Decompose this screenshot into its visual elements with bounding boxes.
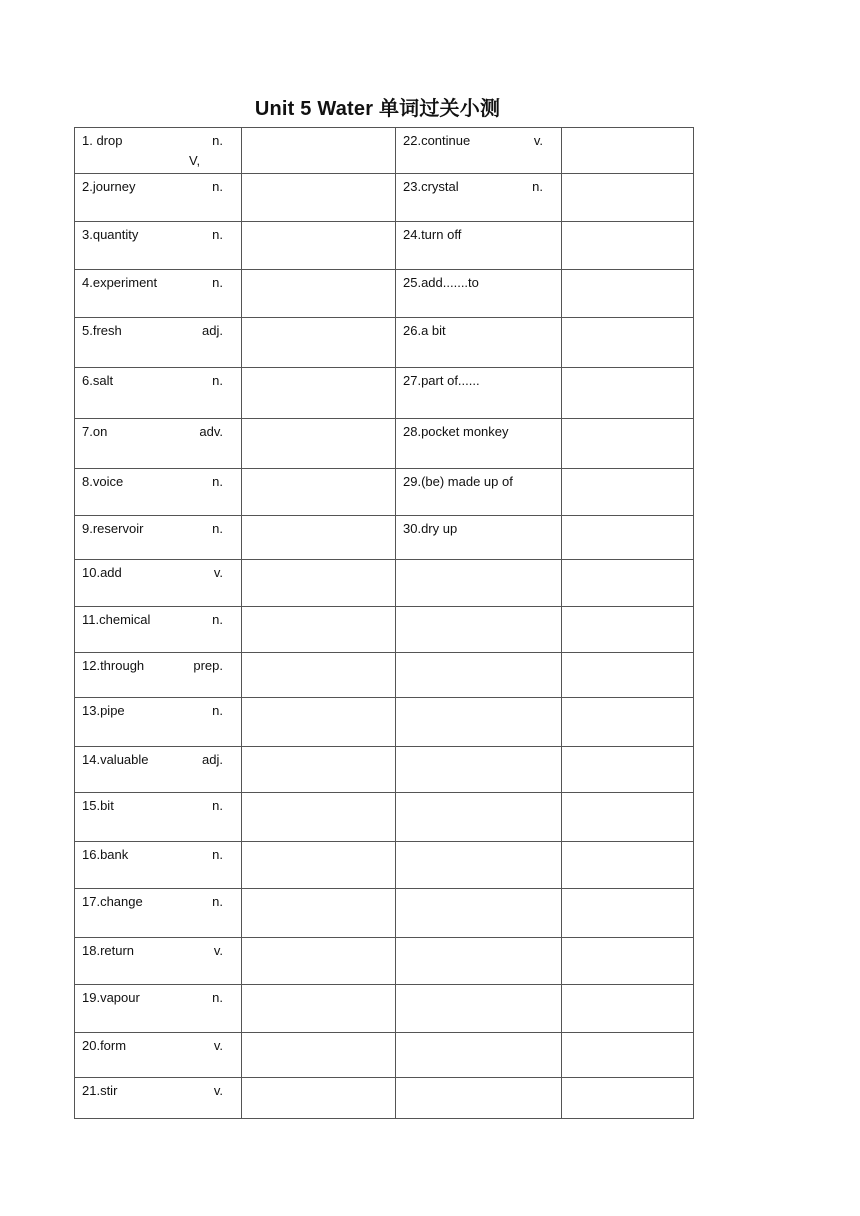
table-row [75,174,694,222]
answer-blank[interactable] [242,747,396,793]
answer-blank[interactable] [242,270,396,318]
answer-blank[interactable] [242,842,396,889]
part-of-speech: prep. [193,658,223,673]
part-of-speech [543,321,553,341]
word-cell [75,419,242,469]
table-row [75,607,694,653]
answer-blank[interactable] [562,469,694,516]
part-of-speech: v. [213,565,223,580]
word-cell [396,985,562,1033]
word-text: 29.(be) made up of [403,474,513,489]
word-text: 24.turn off [403,227,462,242]
word-text: 22.continue [403,133,471,148]
answer-blank[interactable] [562,698,694,747]
part-of-speech: n. [212,133,223,148]
word-cell [75,938,242,985]
part-of-speech: n. [212,179,223,194]
word-text: 20.form [82,1038,127,1053]
table-row [75,1033,694,1078]
part-of-speech: adj. [202,752,223,767]
part-of-speech [543,273,553,293]
word-cell [75,842,242,889]
part-of-speech: n. [212,227,223,242]
table-row [75,938,694,985]
word-text: 13.pipe [82,703,125,718]
word-cell [75,747,242,793]
answer-blank[interactable] [242,516,396,560]
answer-blank[interactable] [562,419,694,469]
answer-blank[interactable] [562,1078,694,1119]
answer-blank[interactable] [562,938,694,985]
word-text: 12.through [82,658,145,673]
table-row [75,560,694,607]
word-text: 6.salt [82,373,114,388]
answer-blank[interactable] [562,889,694,938]
word-text: 7.on [82,424,108,439]
part-of-speech [543,472,553,492]
part-of-speech: v. [213,943,223,958]
table-row [75,842,694,889]
part-of-speech: n. [212,474,223,489]
part-of-speech: n. [212,521,223,536]
word-cell [396,698,562,747]
part-of-speech: n. [212,990,223,1005]
vocabulary-table [74,127,694,1119]
answer-blank[interactable] [562,222,694,270]
word-text: 26.a bit [403,323,446,338]
word-cell [75,985,242,1033]
word-cell [75,607,242,653]
table-row [75,318,694,368]
answer-blank[interactable] [242,1078,396,1119]
part-of-speech: v. [533,133,543,148]
answer-blank[interactable] [242,419,396,469]
word-text: 14.valuable [82,752,149,767]
word-cell [75,469,242,516]
answer-blank[interactable] [242,653,396,698]
word-text: 27.part of...... [403,373,480,388]
word-cell [396,747,562,793]
word-cell [75,653,242,698]
table-row [75,128,694,174]
word-text: 18.return [82,943,135,958]
word-cell [396,368,562,419]
answer-blank[interactable] [562,1033,694,1078]
part-of-speech [543,225,553,245]
answer-blank[interactable] [562,318,694,368]
part-of-speech: adv. [199,424,223,439]
word-cell [75,270,242,318]
word-cell [75,128,242,174]
word-cell [396,1078,562,1119]
part-of-speech: v. [213,1038,223,1053]
word-cell [396,128,562,174]
part-of-speech [543,519,553,539]
word-cell [396,1033,562,1078]
word-text: 1. drop [82,133,123,148]
word-cell [396,938,562,985]
part-of-speech: n. [212,798,223,813]
answer-blank[interactable] [242,469,396,516]
word-text: 3.quantity [82,227,139,242]
table-row [75,270,694,318]
part-of-speech: n. [212,275,223,290]
word-text: 17.change [82,894,143,909]
word-cell [396,469,562,516]
part-of-speech: n. [212,612,223,627]
word-text: 19.vapour [82,990,140,1005]
table-row [75,698,694,747]
table-row [75,1078,694,1119]
answer-blank[interactable] [562,607,694,653]
table-row [75,368,694,419]
part-of-speech: n. [212,894,223,909]
answer-blank[interactable] [562,985,694,1033]
word-cell [396,653,562,698]
word-cell [396,419,562,469]
part-of-speech: n. [212,373,223,388]
word-cell [75,1033,242,1078]
answer-blank[interactable] [562,270,694,318]
part-of-speech: adj. [202,323,223,338]
answer-blank[interactable] [242,222,396,270]
word-text: 4.experiment [82,275,158,290]
answer-blank[interactable] [242,985,396,1033]
word-cell [75,889,242,938]
word-text: 2.journey [82,179,136,194]
word-text: 25.add.......to [403,275,479,290]
answer-blank[interactable] [242,128,396,174]
answer-blank[interactable] [562,174,694,222]
table-row [75,985,694,1033]
word-cell [396,318,562,368]
answer-blank[interactable] [242,607,396,653]
table-row [75,653,694,698]
word-cell [75,560,242,607]
answer-blank[interactable] [242,1033,396,1078]
word-text: 21.stir [82,1083,118,1098]
word-cell [396,607,562,653]
answer-blank[interactable] [562,793,694,842]
answer-blank[interactable] [242,318,396,368]
word-cell [396,270,562,318]
part-of-speech: n. [212,847,223,862]
word-text: 8.voice [82,474,124,489]
answer-blank[interactable] [562,653,694,698]
answer-blank[interactable] [242,698,396,747]
part-of-speech-secondary: V, [189,153,201,168]
answer-blank[interactable] [242,793,396,842]
word-cell [75,1078,242,1119]
word-cell [75,318,242,368]
table-row [75,793,694,842]
answer-blank[interactable] [242,174,396,222]
word-cell [75,516,242,560]
answer-blank[interactable] [562,516,694,560]
word-cell [396,222,562,270]
answer-blank[interactable] [242,938,396,985]
part-of-speech: n. [212,703,223,718]
answer-blank[interactable] [242,560,396,607]
word-cell [396,842,562,889]
word-text: 11.chemical [82,612,151,627]
table-row [75,469,694,516]
answer-blank[interactable] [562,560,694,607]
table-row [75,747,694,793]
word-cell [75,174,242,222]
answer-blank[interactable] [562,747,694,793]
part-of-speech [543,371,553,391]
word-cell [75,222,242,270]
word-text: 30.dry up [403,521,458,536]
answer-blank[interactable] [562,842,694,889]
page-title: Unit 5 Water 单词过关小测 [254,98,501,120]
answer-blank[interactable] [562,128,694,174]
answer-blank[interactable] [242,368,396,419]
word-cell [396,889,562,938]
word-text: 15.bit [82,798,114,813]
word-cell [396,516,562,560]
word-cell [396,174,562,222]
word-text: 23.crystal [403,179,459,194]
word-cell [396,793,562,842]
word-cell [396,560,562,607]
answer-blank[interactable] [242,889,396,938]
table-row [75,222,694,270]
part-of-speech [543,422,553,442]
word-text: 16.bank [82,847,129,862]
word-text: 10.add [82,565,122,580]
table-row [75,516,694,560]
word-text: 28.pocket monkey [403,424,509,439]
table-row [75,419,694,469]
word-cell [75,793,242,842]
answer-blank[interactable] [562,368,694,419]
word-cell [75,368,242,419]
word-text: 9.reservoir [82,521,144,536]
word-text: 5.fresh [82,323,122,338]
part-of-speech: n. [532,179,543,194]
part-of-speech: v. [213,1083,223,1098]
table-row [75,889,694,938]
word-cell [75,698,242,747]
